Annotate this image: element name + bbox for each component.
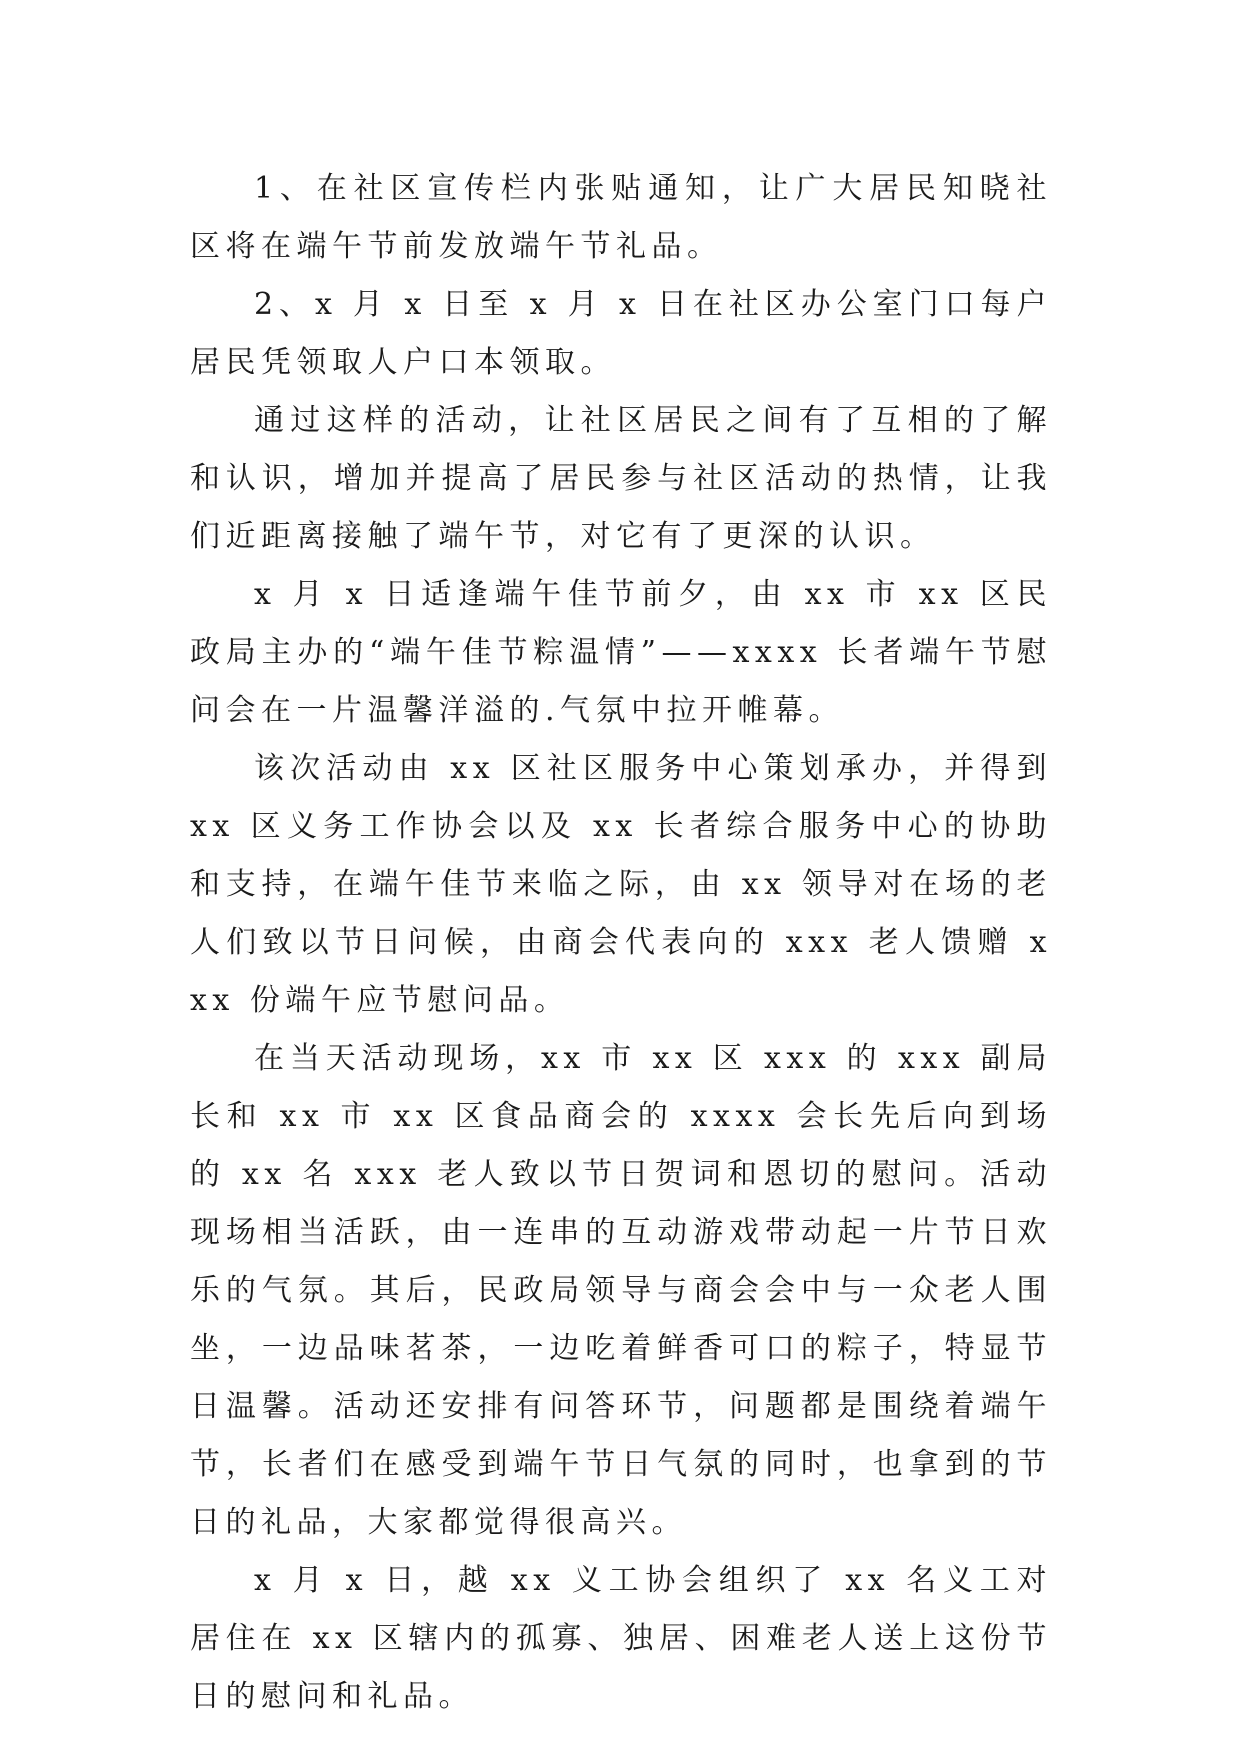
paragraph-volunteer-visit: x 月 x 日，越 xx 义工协会组织了 xx 名义工对居住在 xx 区辖内的孤寡、独居、困难老人送上这份节日的慰问和礼品。 bbox=[190, 1563, 1052, 1714]
paragraph-collection-time: 2、x 月 x 日至 x 月 x 日在社区办公室门口每户居民凭领取人户口本领取。 bbox=[190, 287, 1052, 380]
paragraph-event-opening: x 月 x 日适逢端午佳节前夕，由 xx 市 xx 区民政局主办的“端午佳节粽温情”——xxxx 长者端午节慰问会在一片温馨洋溢的.气氛中拉开帷幕。 bbox=[190, 577, 1052, 728]
paragraph-distribution-notice: 1、在社区宣传栏内张贴通知，让广大居民知晓社区将在端午节前发放端午节礼品。 bbox=[190, 171, 1052, 264]
paragraph-event-scene: 在当天活动现场，xx 市 xx 区 xxx 的 xxx 副局长和 xx 市 xx 区食品商会的 xxxx 会长先后向到场的 xx 名 xxx 老人致以节日贺词和恩切的慰问。活动现场相当活跃，由一连串的互动游戏带动起一片节日欢乐的气氛。其后，民政局领导与商会会中与一众老人围坐，一边品味茗茶，一边吃着鲜香可口的粽子，特显节日温馨。活动还安排有问答环节，问题都是围绕着端午节，长者们在感受到端午节日气氛的同时，也拿到的节日的礼品，大家都觉得很高兴。 bbox=[190, 1041, 1052, 1540]
paragraph-event-organizer: 该次活动由 xx 区社区服务中心策划承办，并得到 xx 区义务工作协会以及 xx 长者综合服务中心的协助和支持，在端午佳节来临之际，由 xx 领导对在场的老人们致以节日问候，由商会代表向的 xxx 老人馈赠 xxx 份端午应节慰问品。 bbox=[190, 751, 1052, 1018]
document-body bbox=[190, 160, 1052, 1726]
paragraph-activity-effect: 通过这样的活动，让社区居民之间有了互相的了解和认识，增加并提高了居民参与社区活动的热情，让我们近距离接触了端午节，对它有了更深的认识。 bbox=[190, 403, 1052, 554]
